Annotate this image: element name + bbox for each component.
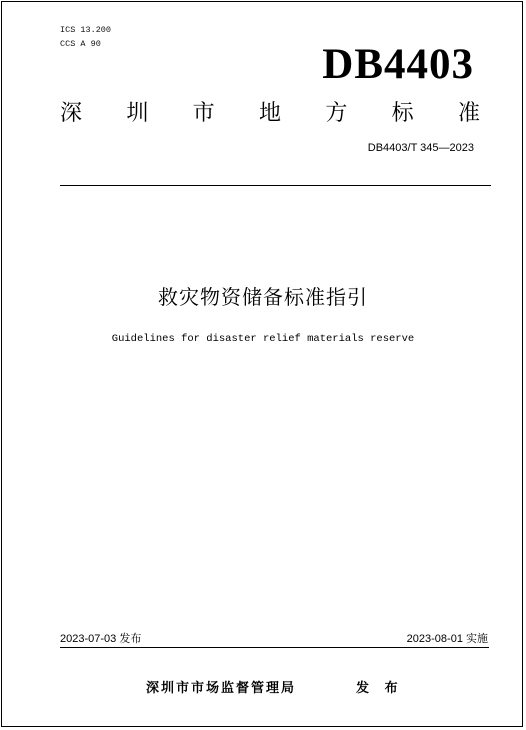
document-title-en: Guidelines for disaster relief materials reserve [111,333,415,345]
standard-type-char: 方 [325,100,348,125]
ics-code: ICS 13.200 [60,25,112,35]
standard-type-char: 准 [457,100,480,125]
header-divider [60,185,491,186]
issuing-authority: 深圳市市场监督管理局 [146,680,297,695]
implementation-date: 2023-08-01 实施 [406,633,488,645]
standard-type-char: 市 [192,100,215,125]
standard-type-char: 深 [60,100,83,125]
standard-type [60,99,480,127]
issue-date: 2023-07-03 发布 [60,633,142,645]
document-title-zh: 救灾物资储备标准指引 [158,287,368,309]
standard-code: DB4403 [322,41,474,88]
standard-type-char: 圳 [126,100,149,125]
ccs-code: CCS A 90 [60,39,101,49]
issuer-action: 发 布 [356,680,404,695]
standard-number: DB4403/T 345—2023 [367,142,474,154]
standard-type-char: 地 [258,100,281,125]
standard-type-char: 标 [391,100,414,125]
footer-divider [60,647,489,648]
